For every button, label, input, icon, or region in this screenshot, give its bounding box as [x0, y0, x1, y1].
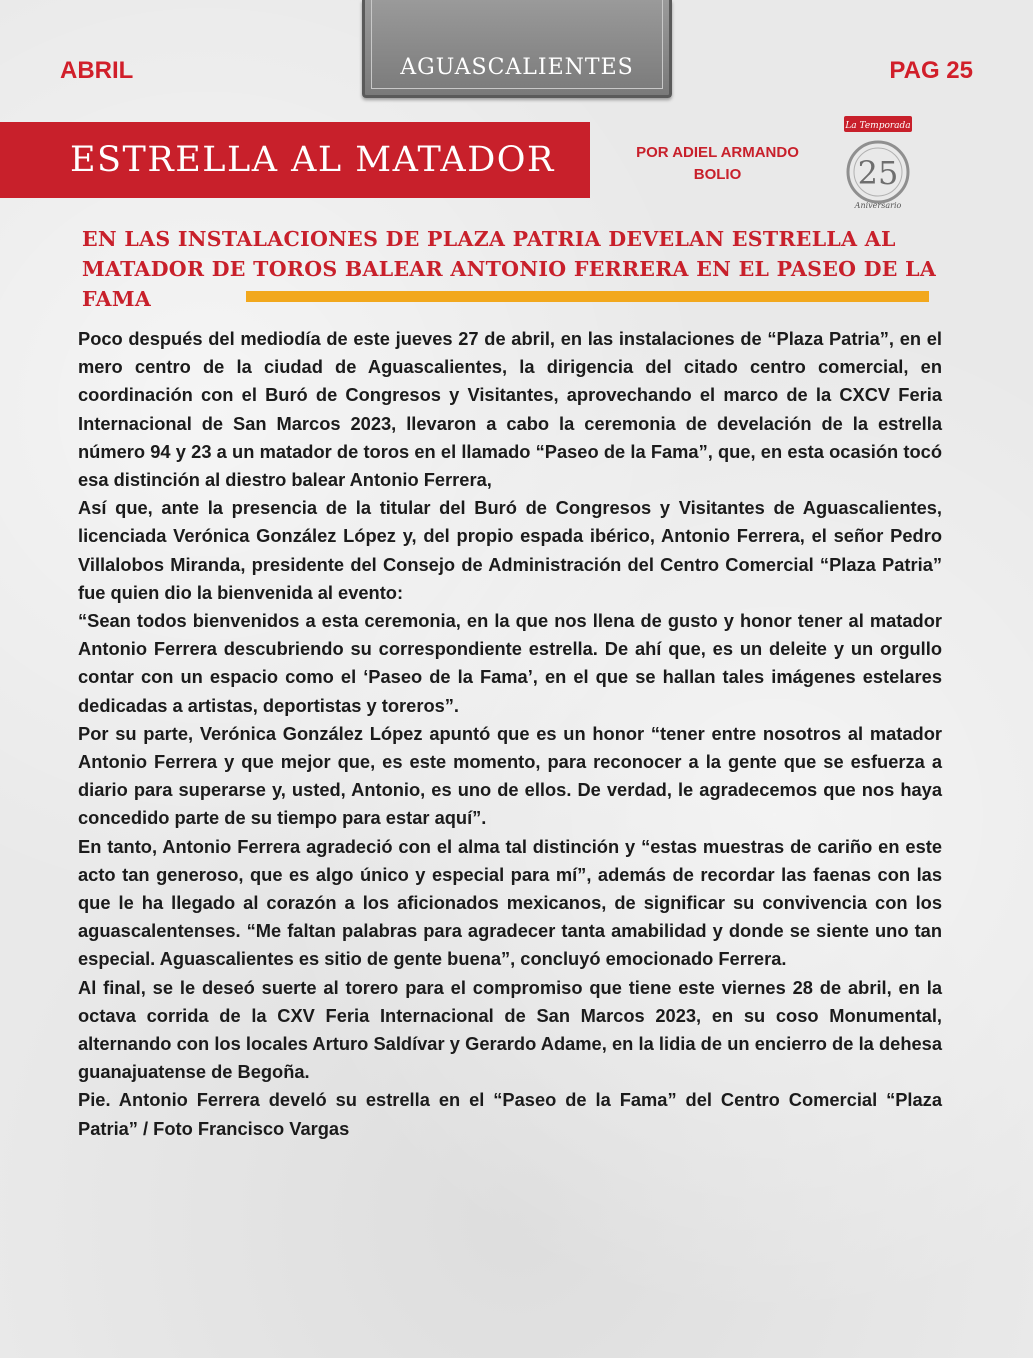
paragraph: En tanto, Antonio Ferrera agradeció con el alma tal distinción y “estas muestras de cariño en este acto tan generoso, que es algo único y especial para mí”, además de recordar las faenas con las que le ha llegado al corazón a los aficionados mexicanos, de significar su convivencia con los aguascalentenses. “Me faltan palabras para agradecer tanta amabilidad y donde se siente uno tan especial. Aguascalientes es sitio de gente buena”, concluyó emocionado Ferrera. — [78, 835, 942, 970]
section-tab-inner — [371, 0, 663, 89]
article-subheadline: EN LAS INSTALACIONES DE PLAZA PATRIA DEVELAN ESTRELLA AL MATADOR DE TOROS BALEAR ANTONIO FERRERA EN EL PASEO DE LA FAMA — [82, 227, 937, 311]
logo-brand: La Temporada — [845, 121, 911, 131]
header-page-number: PAG 25 — [889, 57, 973, 84]
article-title: ESTRELLA AL MATADOR — [70, 140, 555, 180]
logo-caption: Aniversario — [854, 201, 902, 210]
anniversary-logo-icon — [838, 112, 918, 212]
subhead-underline — [246, 291, 929, 302]
paragraph: Por su parte, Verónica González López apuntó que es un honor “tener entre nosotros al matador Antonio Ferrera y que mejor que, es este momento, para reconocer a la gente que se esfuerza a diario para superarse y, usted, Antonio, es uno de ellos. De verdad, le agradecemos que nos haya concedido parte de su tiempo para estar aquí”. — [78, 722, 942, 829]
paragraph: “Sean todos bienvenidos a esta ceremonia, en la que nos llena de gusto y honor tener al matador Antonio Ferrera descubriendo su correspondiente estrella. De ahí que, es un deleite y un orgullo contar con un espacio como el ‘Paseo de la Fama’, en el que se hallan tales imágenes estelares dedicadas a artistas, deportistas y toreros”. — [78, 610, 942, 716]
paragraph: Poco después del mediodía de este jueves 27 de abril, en las instalaciones de “Plaza Patria”, en el mero centro de la ciudad de Aguascalientes, la dirigencia del citado centro comercial, en coordinación con el Buró de Congresos y Visitantes, aprovechando el marco de la CXCV Feria Internacional de San Marcos 2023, llevaron a cabo la ceremonia de develación de la estrella número 94 y 23 a un matador de toros en el llamado “Paseo de la Fama”, que, en esta ocasión tocó esa distinción al diestro balear Antonio Ferrera, — [78, 328, 942, 491]
logo-number: 25 — [857, 154, 899, 192]
byline-line-1: POR ADIEL ARMANDO — [636, 144, 799, 161]
header-month: ABRIL — [60, 57, 134, 84]
paragraph: Al final, se le deseó suerte al torero para el compromiso que tiene este viernes 28 de abril, en la octava corrida de la CXV Feria Internacional de San Marcos 2023, en su coso Monumental, alternando con los locales Arturo Saldívar y Gerardo Adame, en la lidia de un encierro de la dehesa guanajuatense de Begoña. — [78, 976, 942, 1083]
article-body — [78, 325, 942, 1143]
photo-caption: Pie. Antonio Ferrera develó su estrella en el “Paseo de la Fama” del Centro Comercial “Plaza Patria” / Foto Francisco Vargas — [78, 1089, 942, 1139]
title-banner — [0, 122, 590, 198]
paragraph: Así que, ante la presencia de la titular del Buró de Congresos y Visitantes de Aguascalientes, licenciada Verónica González López y, del propio espada ibérico, Antonio Ferrera, el señor Pedro Villalobos Miranda, presidente del Consejo de Administración del Centro Comercial “Plaza Patria” fue quien dio la bienvenida al evento: — [78, 497, 942, 603]
section-tab — [362, 0, 672, 98]
byline-line-2: BOLIO — [693, 166, 742, 183]
section-label: AGUASCALIENTES — [400, 55, 634, 80]
byline — [615, 142, 820, 186]
